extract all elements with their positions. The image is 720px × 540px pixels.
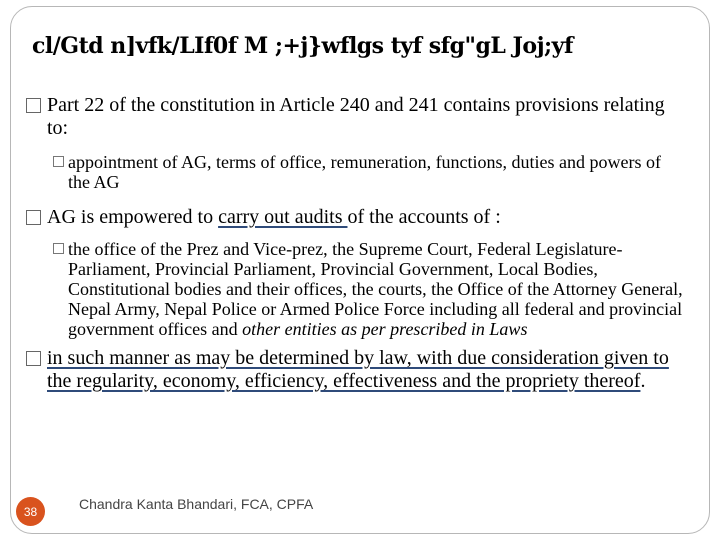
- sub-bullet-offices: [26, 239, 686, 339]
- sub-bullet-text: appointment of AG, terms of office, remuneration, functions, duties and powers of the AG: [68, 152, 662, 192]
- footer-author: Chandra Kanta Bhandari, FCA, CPFA: [79, 496, 314, 512]
- bullet-text-before: AG is empowered to: [47, 206, 219, 228]
- checkbox-bullet-icon: [26, 98, 41, 113]
- bullet-text-underlined: carry out audits: [218, 206, 348, 228]
- page-number-badge: 38: [16, 497, 45, 526]
- square-bullet-icon: [53, 156, 64, 167]
- bullet-manner: [26, 347, 686, 393]
- checkbox-bullet-icon: [26, 351, 41, 366]
- bullet-text: Part 22 of the constitution in Article 240 and 241 contains provisions relating to:: [47, 94, 665, 139]
- sub-bullet-appointment: [26, 152, 686, 192]
- bullet-part-22: [26, 94, 686, 140]
- bullet-ag-empowered: [26, 206, 686, 229]
- bullet-text-after: .: [640, 370, 646, 392]
- checkbox-bullet-icon: [26, 210, 41, 225]
- slide-content: [26, 94, 686, 393]
- sub-bullet-text: the office of the Prez and Vice-prez, the Supreme Court, Federal Legislature-Parliament, Provincial Parliament, Provincial Government, Local Bodies, Constitutional bodies and their offices, the courts, the Office of the Attorney General, Nepal Army, Nepal Police or Armed Police Force including all federal and provincial government offices and: [68, 239, 683, 339]
- bullet-text-after: of the accounts of :: [347, 206, 501, 228]
- bullet-text-underlined: in such manner as may be determined by law, with due consideration given to the regularity, economy, efficiency, effectiveness and the propriety thereof: [47, 347, 669, 392]
- square-bullet-icon: [53, 243, 64, 254]
- sub-bullet-italic-text: other entities as per prescribed in Laws: [242, 319, 528, 339]
- slide-title: cl/Gtd n]vfk/LIf0f M ;+j}wflgs tyf sfg"gL Joj;yf: [32, 33, 573, 59]
